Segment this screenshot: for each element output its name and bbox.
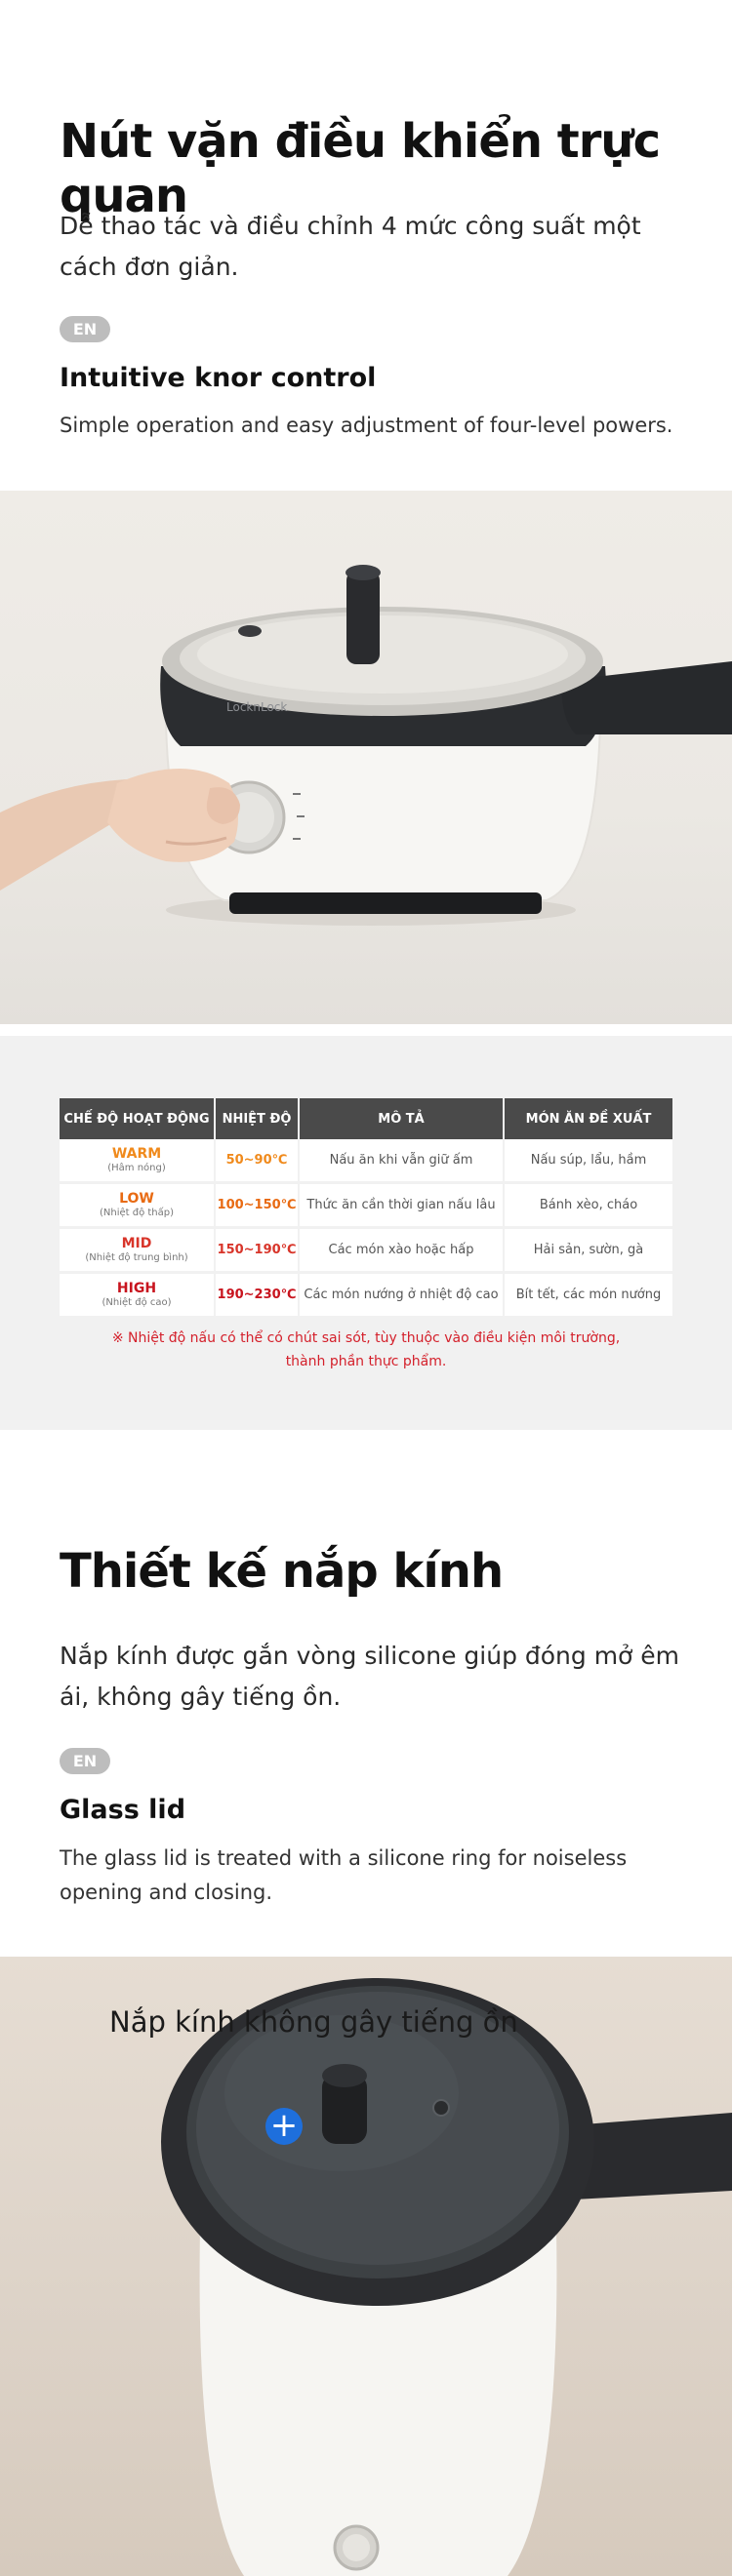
cell-description: Các món nướng ở nhiệt độ cao (299, 1273, 504, 1318)
pot-knob-illustration (0, 491, 732, 1024)
glass-lid-illustration (0, 1957, 732, 2576)
mode-subtitle: (Nhiệt độ cao) (102, 1297, 172, 1308)
section2-title-en: Glass lid (60, 1795, 186, 1825)
hotspot-plus-button[interactable]: + (265, 2108, 303, 2145)
cell-mode (60, 1139, 215, 1183)
header-mode: CHẾ ĐỘ HOẠT ĐỘNG (60, 1098, 215, 1139)
cell-temperature: 150~190℃ (215, 1228, 299, 1273)
mode-table-section (0, 1036, 732, 1430)
section2-title: Thiết kế nắp kính (60, 1544, 504, 1599)
photo-caption: Nắp kính không gây tiếng ồn (109, 2005, 518, 2039)
cell-mode (60, 1228, 215, 1273)
product-photo-glass-lid (0, 1957, 732, 2576)
table-row (60, 1228, 672, 1273)
section2-lang-badge: EN (60, 1748, 110, 1774)
cell-mode (60, 1273, 215, 1318)
table-note-line2: thành phần thực phẩm. (285, 1354, 447, 1369)
section2-description-en: The glass lid is treated with a silicone ring for noiseless opening and closing. (60, 1846, 628, 1904)
cell-suggested-dish: Hải sản, sườn, gà (504, 1228, 672, 1273)
mode-name: LOW (119, 1191, 154, 1207)
header-description: MÔ TẢ (299, 1098, 504, 1139)
cell-suggested-dish: Nấu súp, lẩu, hầm (504, 1139, 672, 1183)
cell-temperature: 50~90℃ (215, 1139, 299, 1183)
header-suggested-dish: MÓN ĂN ĐỀ XUẤT (504, 1098, 672, 1139)
brand-label: LocknLock (226, 700, 288, 714)
cell-temperature: 100~150℃ (215, 1183, 299, 1228)
cell-temperature: 190~230℃ (215, 1273, 299, 1318)
product-photo-knob (0, 491, 732, 1024)
header-temperature: NHIỆT ĐỘ (215, 1098, 299, 1139)
mode-subtitle: (Nhiệt độ thấp) (99, 1208, 175, 1218)
section1-description-vi: Dễ thao tác và điều chỉnh 4 mức công suất một cách đơn giản. (60, 212, 641, 281)
section1-title: Nút vặn điều khiển trực quan (60, 114, 661, 223)
table-row (60, 1273, 672, 1318)
cell-suggested-dish: Bánh xèo, cháo (504, 1183, 672, 1228)
cell-description: Thức ăn cần thời gian nấu lâu (299, 1183, 504, 1228)
section1-description-en: Simple operation and easy adjustment of four-level powers. (60, 414, 673, 437)
table-header-row (60, 1098, 672, 1139)
mode-name: MID (121, 1236, 152, 1251)
table-note (60, 1327, 672, 1373)
mode-subtitle: (Hâm nóng) (107, 1163, 166, 1173)
table-note-line1: ※ Nhiệt độ nấu có thể có chút sai sót, tùy thuộc vào điều kiện môi trường, (111, 1330, 621, 1346)
mode-name: WARM (111, 1146, 162, 1162)
cell-mode (60, 1183, 215, 1228)
section1-lang-badge: EN (60, 316, 110, 342)
cell-suggested-dish: Bít tết, các món nướng (504, 1273, 672, 1318)
section2-description-vi: Nắp kính được gắn vòng silicone giúp đóng mở êm ái, không gây tiếng ồn. (60, 1642, 680, 1711)
table-row (60, 1183, 672, 1228)
cell-description: Các món xào hoặc hấp (299, 1228, 504, 1273)
mode-table (60, 1098, 672, 1319)
mode-name: HIGH (116, 1281, 157, 1296)
cell-description: Nấu ăn khi vẫn giữ ấm (299, 1139, 504, 1183)
section1-title-en: Intuitive knor control (60, 363, 377, 393)
mode-subtitle: (Nhiệt độ trung bình) (85, 1252, 188, 1263)
table-row (60, 1139, 672, 1183)
